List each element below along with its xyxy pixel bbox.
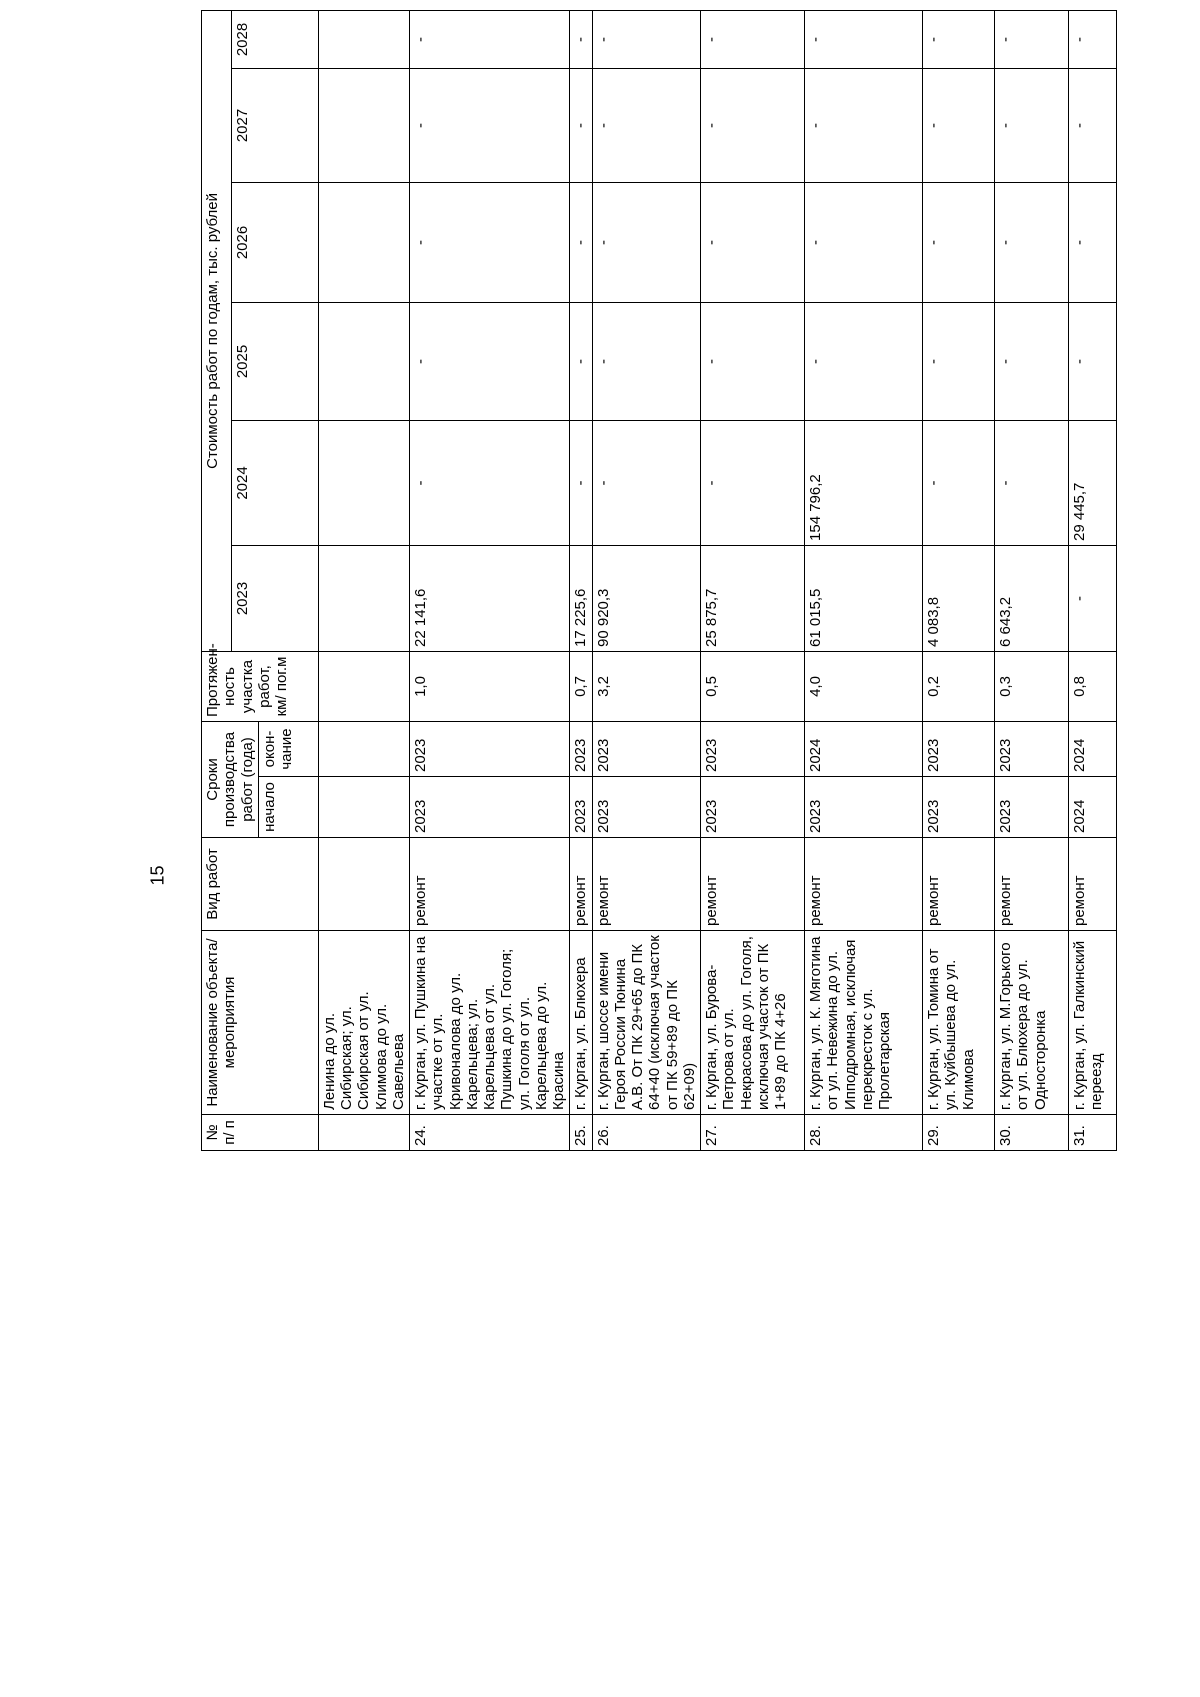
row-type: ремонт	[592, 838, 701, 931]
row-length: 0,7	[570, 651, 592, 721]
row-value-2027: -	[995, 68, 1069, 182]
header-end: окон- чание	[258, 721, 318, 776]
row-value-2024: 29 445,7	[1069, 420, 1117, 545]
row-value-2026: -	[805, 182, 923, 302]
row-value-2025: -	[1069, 302, 1117, 420]
row-value-2025: -	[923, 302, 995, 420]
header-year-2024: 2024	[232, 420, 319, 545]
row-end: 2023	[923, 721, 995, 776]
row-type	[318, 838, 409, 931]
row-start: 2023	[701, 777, 805, 838]
row-value-2026: -	[1069, 182, 1117, 302]
row-name: г. Курган, ул. Томина от ул. Куйбышева до ул. Климова	[923, 931, 995, 1115]
row-start: 2023	[923, 777, 995, 838]
row-value-2027: -	[570, 68, 592, 182]
row-length: 0,3	[995, 651, 1069, 721]
row-value-2026	[318, 182, 409, 302]
row-start: 2023	[805, 777, 923, 838]
row-value-2027: -	[410, 68, 570, 182]
row-end: 2023	[592, 721, 701, 776]
row-start: 2024	[1069, 777, 1117, 838]
row-value-2023: 90 920,3	[592, 545, 701, 651]
row-end: 2023	[701, 721, 805, 776]
row-num: 30.	[995, 1115, 1069, 1151]
row-value-2026: -	[995, 182, 1069, 302]
row-num: 25.	[570, 1115, 592, 1151]
row-length	[318, 651, 409, 721]
row-name: г. Курган, ул. Галкинский переезд	[1069, 931, 1117, 1115]
row-start	[318, 777, 409, 838]
row-end: 2023	[570, 721, 592, 776]
header-year-2023: 2023	[232, 545, 319, 651]
row-value-2027: -	[1069, 68, 1117, 182]
row-value-2028: -	[592, 10, 701, 68]
header-terms: Сроки производства работ (года)	[202, 721, 259, 837]
row-type: ремонт	[570, 838, 592, 931]
table-row	[1069, 10, 1117, 1150]
row-length: 0,2	[923, 651, 995, 721]
row-start: 2023	[592, 777, 701, 838]
row-type: ремонт	[805, 838, 923, 931]
row-value-2028: -	[995, 10, 1069, 68]
header-cost: Стоимость работ по годам, тыс. рублей	[202, 10, 232, 651]
row-value-2023: 4 083,8	[923, 545, 995, 651]
table-rotated-wrapper	[201, 22, 1106, 1151]
row-end: 2023	[410, 721, 570, 776]
row-value-2025: -	[805, 302, 923, 420]
table-row	[995, 10, 1069, 1150]
header-num: № п/ п	[202, 1115, 319, 1151]
row-length: 0,5	[701, 651, 805, 721]
row-value-2023: 22 141,6	[410, 545, 570, 651]
row-value-2023: 61 015,5	[805, 545, 923, 651]
row-value-2026: -	[701, 182, 805, 302]
header-name: Наименование объекта/ мероприятия	[202, 931, 319, 1115]
row-value-2024: -	[701, 420, 805, 545]
row-value-2023: 17 225,6	[570, 545, 592, 651]
table-row	[592, 10, 701, 1150]
row-value-2026: -	[592, 182, 701, 302]
row-value-2028	[318, 10, 409, 68]
row-end: 2023	[995, 721, 1069, 776]
row-name: Ленина до ул. Сибирская; ул. Сибирская от ул. Климова до ул. Савельева	[318, 931, 409, 1115]
row-length: 0,8	[1069, 651, 1117, 721]
row-name: г. Курган, ул. К. Мяготина от ул. Невежина до ул. Ипподромная, исключая перекресток с ул. Пролетарская	[805, 931, 923, 1115]
row-value-2027: -	[592, 68, 701, 182]
row-value-2026: -	[923, 182, 995, 302]
row-type: ремонт	[1069, 838, 1117, 931]
row-end	[318, 721, 409, 776]
row-type: ремонт	[410, 838, 570, 931]
row-num	[318, 1115, 409, 1151]
row-value-2024: -	[410, 420, 570, 545]
row-value-2028: -	[805, 10, 923, 68]
row-value-2025: -	[995, 302, 1069, 420]
row-value-2024: 154 796,2	[805, 420, 923, 545]
row-value-2028: -	[923, 10, 995, 68]
row-num: 29.	[923, 1115, 995, 1151]
row-name: г. Курган, ул. Бурова-Петрова от ул. Некрасова до ул. Гоголя, исключая участок от ПК 1+89 до ПК 4+26	[701, 931, 805, 1115]
row-name: г. Курган, шоссе имени Героя России Тюнина А.В. От ПК 29+65 до ПК 64+40 (исключая участок от ПК 59+89 до ПК 62+09)	[592, 931, 701, 1115]
row-value-2025: -	[701, 302, 805, 420]
row-value-2023: 25 875,7	[701, 545, 805, 651]
header-year-2027: 2027	[232, 68, 319, 182]
page-number: 15	[147, 865, 168, 886]
row-start: 2023	[570, 777, 592, 838]
row-end: 2024	[1069, 721, 1117, 776]
row-num: 24.	[410, 1115, 570, 1151]
works-table	[201, 10, 1117, 1151]
row-end: 2024	[805, 721, 923, 776]
row-num: 27.	[701, 1115, 805, 1151]
row-value-2028: -	[570, 10, 592, 68]
header-year-2025: 2025	[232, 302, 319, 420]
row-num: 28.	[805, 1115, 923, 1151]
header-year-2026: 2026	[232, 182, 319, 302]
row-length: 4,0	[805, 651, 923, 721]
row-value-2025: -	[410, 302, 570, 420]
header-length: Протяжен- ность участка работ, км/ пог.м	[202, 651, 319, 721]
row-value-2028: -	[1069, 10, 1117, 68]
row-num: 31.	[1069, 1115, 1117, 1151]
row-value-2024: -	[570, 420, 592, 545]
row-value-2023: -	[1069, 545, 1117, 651]
row-value-2025: -	[570, 302, 592, 420]
table-row	[410, 10, 570, 1150]
table-row	[701, 10, 805, 1150]
row-value-2027	[318, 68, 409, 182]
row-name: г. Курган, ул. М.Горького от ул. Блюхера до ул. Односторонка	[995, 931, 1069, 1115]
table-row	[570, 10, 592, 1150]
row-length: 3,2	[592, 651, 701, 721]
table-row	[805, 10, 923, 1150]
header-year-2028: 2028	[232, 10, 319, 68]
row-value-2027: -	[805, 68, 923, 182]
row-value-2026: -	[410, 182, 570, 302]
row-type: ремонт	[923, 838, 995, 931]
row-length: 1,0	[410, 651, 570, 721]
row-start: 2023	[995, 777, 1069, 838]
header-type: Вид работ	[202, 838, 319, 931]
row-name: г. Курган, ул. Пушкина на участке от ул. Кривоналова до ул. Карельцева; ул. Карельцева от ул. Пушкина до ул. Гоголя; ул. Гоголя от ул. Карельцева до ул. Красина	[410, 931, 570, 1115]
row-start: 2023	[410, 777, 570, 838]
row-name: г. Курган, ул. Блюхера	[570, 931, 592, 1115]
row-value-2024	[318, 420, 409, 545]
row-num: 26.	[592, 1115, 701, 1151]
row-type: ремонт	[995, 838, 1069, 931]
table-row	[923, 10, 995, 1150]
row-value-2028: -	[701, 10, 805, 68]
row-value-2023	[318, 545, 409, 651]
row-value-2024: -	[592, 420, 701, 545]
row-value-2024: -	[995, 420, 1069, 545]
row-value-2026: -	[570, 182, 592, 302]
row-value-2027: -	[701, 68, 805, 182]
row-value-2024: -	[923, 420, 995, 545]
header-start: начало	[258, 777, 318, 838]
row-type: ремонт	[701, 838, 805, 931]
row-value-2023: 6 643,2	[995, 545, 1069, 651]
row-value-2028: -	[410, 10, 570, 68]
row-value-2025	[318, 302, 409, 420]
table-row	[318, 10, 409, 1150]
row-value-2025: -	[592, 302, 701, 420]
row-value-2027: -	[923, 68, 995, 182]
